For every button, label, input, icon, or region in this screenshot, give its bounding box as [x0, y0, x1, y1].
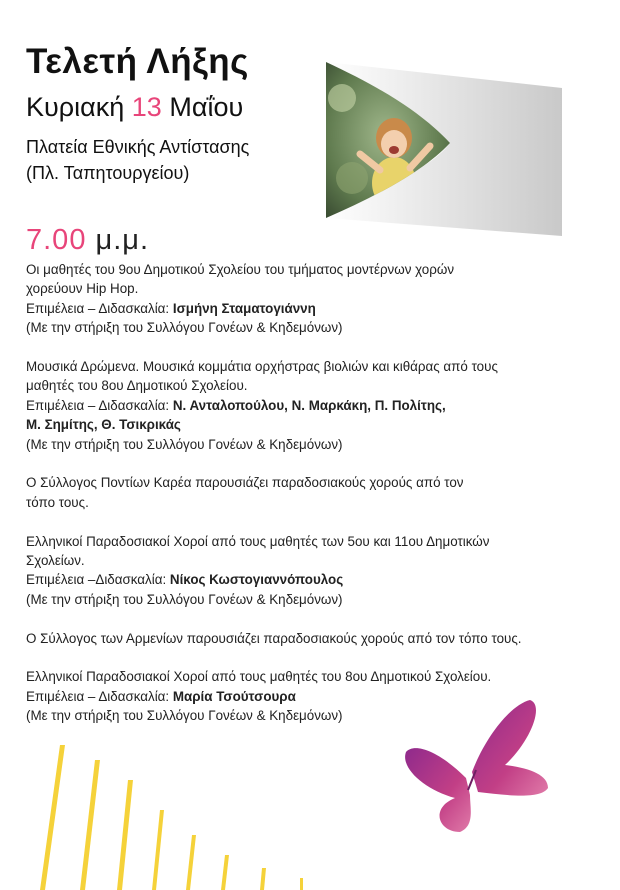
venue-line-1: Πλατεία Εθνικής Αντίστασης — [26, 137, 250, 157]
credit-names: Ν. Ανταλοπούλου, Ν. Μαρκάκη, Π. Πολίτης, — [172, 397, 446, 413]
program-description: μαθητές του 8ου Δημοτικού Σχολείου. — [26, 378, 248, 394]
program-support: (Με την στήριξη του Συλλόγου Γονέων & Κηδεμόνων) — [26, 591, 343, 607]
venue-line-2: (Πλ. Ταπητουργείου) — [26, 163, 190, 183]
credit-label: Επιμέλεια – Διδασκαλία: — [26, 397, 170, 413]
program-description: Ελληνικοί Παραδοσιακοί Χοροί από τους μαθητές του 8ου Δημοτικού Σχολείου. — [26, 669, 492, 685]
program-description: Οι μαθητές του 9ου Δημοτικού Σχολείου του τμήματος μοντέρνων χορών — [26, 262, 455, 277]
program-description: Μουσικά Δρώμενα. Μουσικά κομμάτια ορχήστρας βιολιών και κιθάρας από τους — [26, 359, 498, 375]
time-unit: μ.μ. — [95, 224, 150, 256]
credit-names: Μαρία Τσούτσουρα — [172, 688, 296, 704]
credit-label: Επιμέλεια –Διδασκαλία: — [26, 572, 167, 588]
credit-names: Μ. Σημίτης, Θ. Τσικρικάς — [26, 417, 181, 433]
program-description: Σχολείων. — [26, 553, 85, 569]
date-number: 13 — [131, 92, 162, 122]
program-support: (Με την στήριξη του Συλλόγου Γονέων & Κηδεμόνων) — [26, 436, 343, 452]
credit-names: Νίκος Κωστογιαννόπουλος — [169, 572, 344, 588]
program-description: τόπο τους. — [26, 494, 89, 510]
program-description: Ο Σύλλογος Ποντίων Καρέα παρουσιάζει παραδοσιακούς χορούς από τον — [26, 475, 464, 491]
credit-label: Επιμέλεια – Διδασκαλία: — [26, 688, 170, 704]
program-support: (Με την στήριξη του Συλλόγου Γονέων & Κηδεμόνων) — [26, 320, 343, 336]
program-description: χορεύουν Hip Hop. — [26, 281, 139, 297]
program-support: (Με την στήριξη του Συλλόγου Γονέων & Κηδεμόνων) — [26, 708, 343, 724]
page-title: Τελετή Λήξης — [26, 42, 249, 81]
credit-names: Ισμήνη Σταματογιάννη — [172, 300, 316, 316]
date-prefix: Κυριακή — [26, 92, 125, 122]
program-description: Ο Σύλλογος των Αρμενίων παρουσιάζει παραδοσιακούς χορούς από τον τόπο τους. — [26, 630, 522, 646]
program-description: Ελληνικοί Παραδοσιακοί Χοροί από τους μαθητές των 5ου και 11ου Δημοτικών — [26, 533, 490, 549]
time-number: 7.00 — [26, 224, 87, 256]
date-month: Μαΐου — [169, 92, 244, 122]
credit-label: Επιμέλεια – Διδασκαλία: — [26, 300, 170, 316]
